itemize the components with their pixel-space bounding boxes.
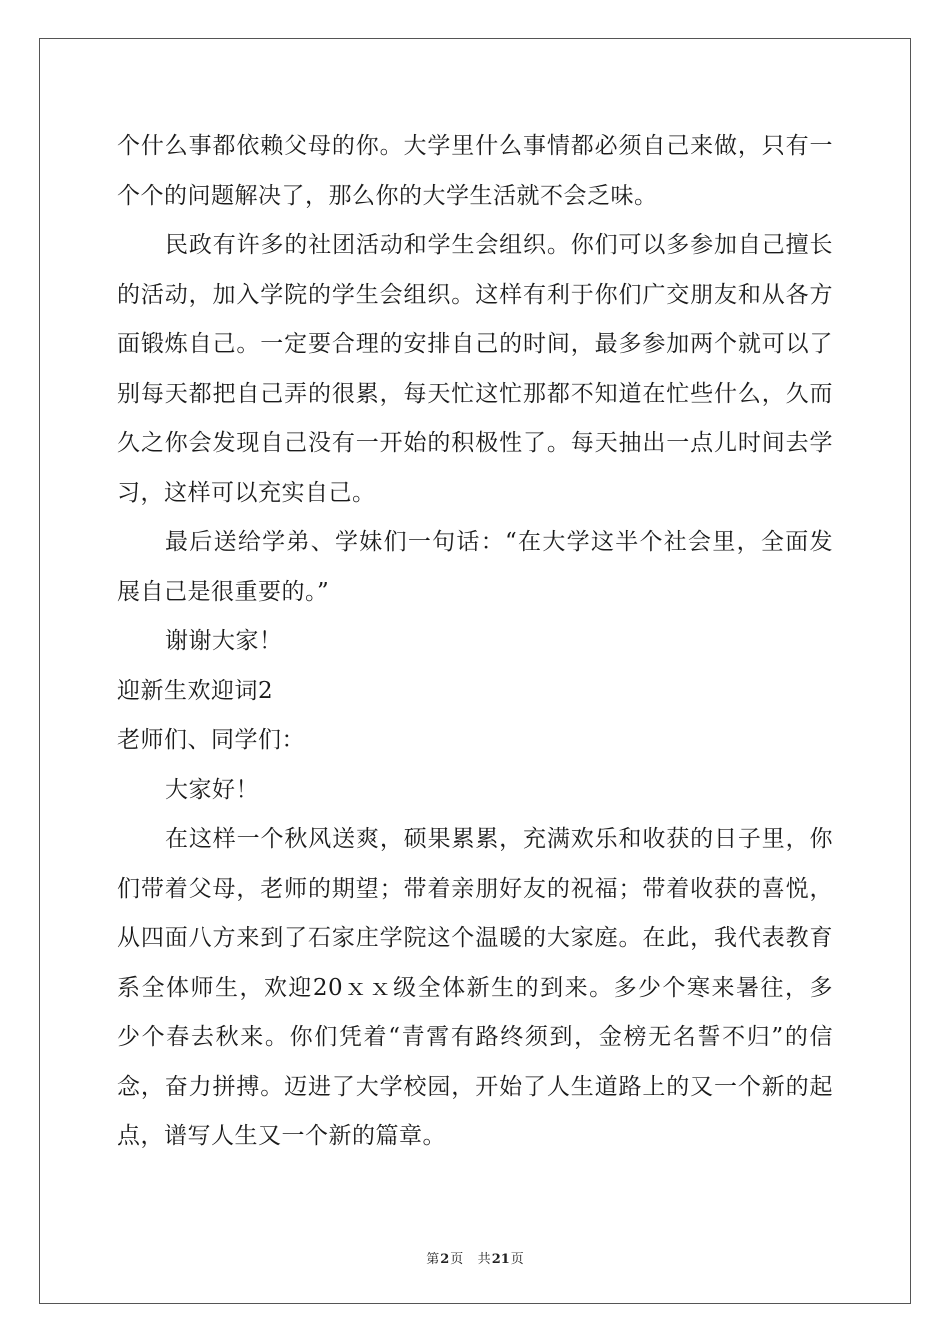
page-number: 2: [440, 1252, 450, 1267]
salutation: 老师们、同学们：: [117, 727, 305, 753]
paragraph-line: 别每天都把自己弄的很累，每天忙这忙那都不知道在忙些什么，久而: [117, 380, 833, 407]
paragraph-line: 点，谱写人生又一个新的篇章。: [117, 1123, 446, 1149]
paragraph-line: 在这样一个秋风送爽，硕果累累，充满欢乐和收获的日子里，你: [165, 826, 833, 852]
paragraph-line: 系全体师生，欢迎20ｘｘ级全体新生的到来。多少个寒来暑往，多: [117, 974, 833, 1001]
paragraph-line: 面锻炼自己。一定要合理的安排自己的时间，最多参加两个就可以了: [117, 331, 833, 357]
paragraph-line: 最后送给学弟、学妹们一句话：“在大学这半个社会里，全面发: [165, 529, 833, 555]
section-title: 迎新生欢迎词2: [117, 677, 274, 704]
paragraph-line: 民政有许多的社团活动和学生会组织。你们可以多参加自己擅长: [165, 232, 833, 258]
greeting: 大家好！: [165, 776, 259, 803]
paragraph-line: 念，奋力拼搏。迈进了大学校园，开始了人生道路上的又一个新的起: [117, 1073, 833, 1100]
paragraph-line: 个什么事都依赖父母的你。大学里什么事情都必须自己来做，只有一: [117, 133, 833, 159]
page-suffix: 页: [450, 1252, 464, 1267]
paragraph-line: 少个春去秋来。你们凭着“青霄有路终须到，金榜无名誓不归”的信: [117, 1024, 833, 1050]
paragraph-line: 从四面八方来到了石家庄学院这个温暖的大家庭。在此，我代表教育: [117, 925, 833, 951]
total-prefix: 共: [477, 1252, 491, 1267]
paragraph-line: 们带着父母，老师的期望；带着亲朋好友的祝福；带着收获的喜悦，: [117, 875, 833, 902]
document-body: [117, 122, 833, 1162]
paragraph-line: 久之你会发现自己没有一开始的积极性了。每天抽出一点儿时间去学: [117, 430, 833, 456]
closing-thanks: 谢谢大家！: [165, 628, 283, 654]
paragraph-line: 习，这样可以充实自己。: [117, 479, 376, 506]
page-footer: [0, 1248, 950, 1267]
paragraph-line: 的活动，加入学院的学生会组织。这样有利于你们广交朋友和从各方: [117, 281, 833, 308]
paragraph-line: 展自己是很重要的。”: [117, 578, 330, 605]
total-suffix: 页: [510, 1252, 524, 1267]
paragraph-line: 个个的问题解决了，那么你的大学生活就不会乏味。: [117, 182, 658, 209]
page-prefix: 第: [426, 1252, 440, 1267]
total-pages: 21: [491, 1252, 510, 1267]
